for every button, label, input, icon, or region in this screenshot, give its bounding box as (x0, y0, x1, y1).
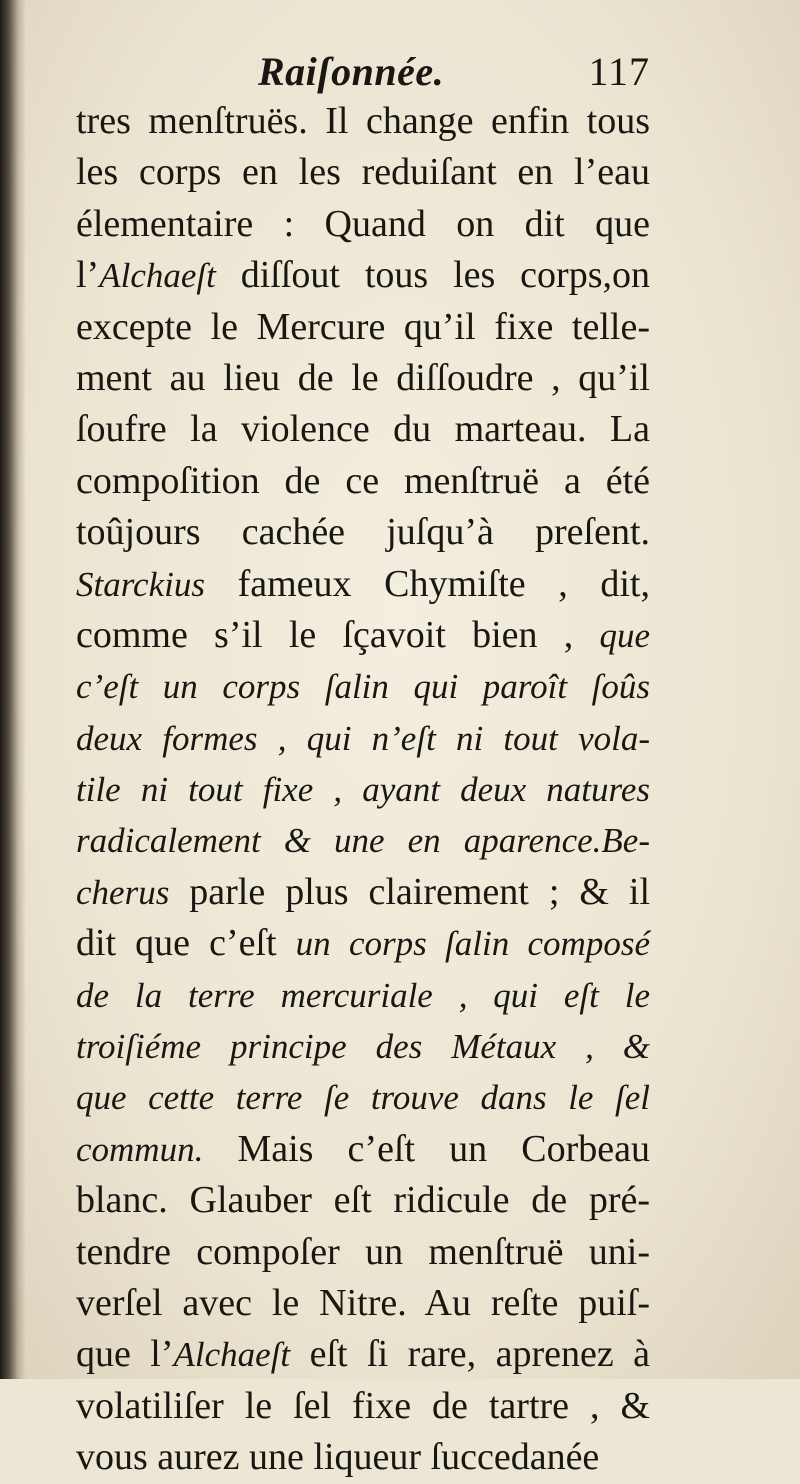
text-segment: parle plus clairement ; & il (169, 870, 650, 913)
italic-text: troiſiéme principe des Métaux , & (76, 1027, 650, 1067)
text-line (76, 1021, 650, 1072)
text-line (76, 1175, 650, 1226)
italic-text: que cette terre ſe trouve dans le ſel (76, 1078, 650, 1118)
text-line (76, 96, 650, 147)
text-line (76, 1124, 650, 1175)
text-line (76, 661, 650, 712)
text-segment: tendre compoſer un menſtruë uni- (76, 1230, 650, 1273)
text-segment: volatiliſer le ſel fixe de tartre , & (76, 1384, 650, 1427)
text-segment: eſt ſi rare, aprenez à (290, 1333, 651, 1376)
text-line (76, 1227, 650, 1278)
italic-text: deux formes , qui n’eſt ni tout vola- (76, 718, 650, 758)
text-segment: fameux Chymiſte , dit, (204, 562, 650, 605)
text-segment: l’ (76, 254, 100, 297)
text-segment: compoſition de ce menſtruë a été (76, 459, 650, 502)
italic-text: Alchaeſt (173, 1335, 291, 1375)
text-line (76, 507, 650, 558)
text-segment: élementaire : Quand on dit que (76, 202, 650, 245)
text-line (76, 1381, 650, 1432)
text-segment: blanc. Glauber eſt ridicule de pré- (76, 1179, 650, 1222)
text-line (76, 918, 650, 969)
text-line (76, 815, 650, 866)
text-line (76, 250, 650, 301)
italic-text: commun. (76, 1129, 204, 1169)
text-line (76, 147, 650, 198)
text-line (76, 1432, 650, 1483)
text-segment: toûjours cachée juſqu’à preſent. (76, 511, 650, 554)
text-line (76, 456, 650, 507)
text-segment: les corps en les reduiſant en l’eau (76, 151, 650, 194)
italic-text: radicalement & une en aparence. (76, 821, 602, 861)
italic-text: tile ni tout fixe , ayant deux natures (76, 770, 650, 810)
text-line (76, 404, 650, 455)
text-line (76, 713, 650, 764)
text-line (76, 199, 650, 250)
text-line (76, 970, 650, 1021)
body-text (76, 96, 650, 1484)
text-line (76, 1329, 650, 1380)
text-segment: diſſout tous les corps,on (215, 254, 650, 297)
italic-text: que (599, 615, 650, 655)
text-segment: ment au lieu de le diſſoudre , qu’il (76, 356, 650, 399)
text-segment: ſoufre la violence du marteau. La (76, 408, 650, 451)
text-line (76, 764, 650, 815)
running-head: Raiſonnée. (258, 49, 445, 94)
text-line (76, 353, 650, 404)
text-segment: verſel avec le Nitre. Au reſte puiſ- (76, 1281, 650, 1324)
text-line (76, 559, 650, 610)
italic-text: c’eſt un corps ſalin qui paroît ſoûs (76, 667, 650, 707)
italic-text: de la terre mercuriale , qui eſt le (76, 975, 650, 1015)
binding-shadow (0, 0, 26, 1379)
text-segment: tres menſtruës. Il change enfin tous (76, 100, 650, 142)
text-segment: dit que c’eſt (76, 922, 296, 965)
text-segment: Mais c’eſt un Corbeau (203, 1127, 650, 1170)
text-segment: vous aurez une liqueur ſuccedanée (76, 1436, 600, 1479)
italic-text: Alchaeſt (99, 256, 216, 296)
italic-text: Starckius (76, 564, 205, 604)
text-line (76, 1072, 650, 1123)
text-line (76, 302, 650, 353)
page-number: 117 (588, 49, 650, 94)
text-segment: que l’ (76, 1333, 174, 1376)
text-line (76, 867, 650, 918)
text-segment: excepte le Mercure qu’il fixe telle- (76, 305, 650, 348)
italic-text: un corps ſalin composé (295, 924, 650, 964)
italic-text: Be- (601, 821, 650, 861)
text-line (76, 1278, 650, 1329)
italic-text: cherus (76, 872, 170, 912)
text-segment: comme s’il le ſçavoit bien , (76, 613, 600, 656)
text-line (76, 610, 650, 661)
